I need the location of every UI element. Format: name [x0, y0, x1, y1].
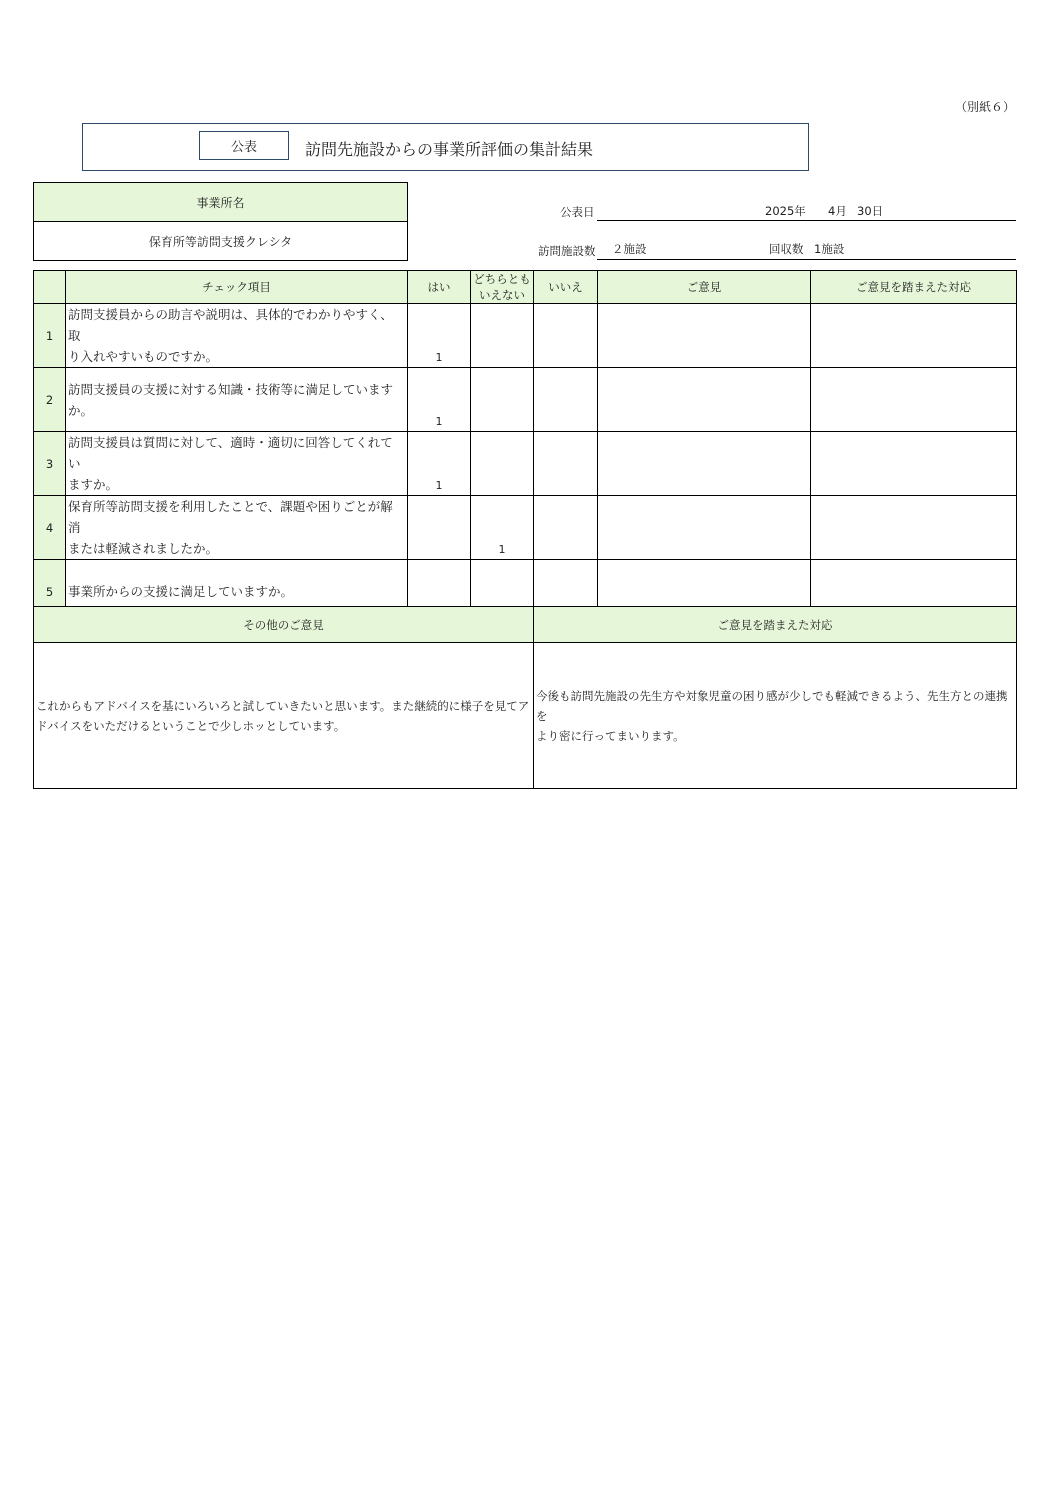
visited-facilities-label: 訪問施設数 [538, 244, 596, 258]
table-row [34, 368, 1017, 432]
office-name-header: 事業所名 [33, 182, 408, 222]
check-item-line1: 訪問支援員は質問に対して、適時・適切に回答してくれてい [68, 435, 393, 471]
table-row [34, 496, 1017, 560]
response-cell [811, 496, 1017, 560]
check-item-text [66, 368, 408, 432]
check-item-line2: か。 [68, 402, 94, 418]
check-item-line1: 訪問支援員の支援に対する知識・技術等に満足しています [68, 381, 394, 397]
publication-date-label: 公表日 [560, 205, 595, 219]
check-item-line1: 訪問支援員からの助言や説明は、具体的でわかりやすく、取 [68, 307, 393, 343]
other-opinions-line2: ドバイスをいただけるということで少しホッとしています。 [36, 718, 346, 733]
other-response-header: ご意見を踏まえた対応 [534, 607, 1017, 643]
collected-count: 1施設 [814, 242, 845, 256]
row-number: 5 [34, 560, 66, 624]
header-response: ご意見を踏まえた対応 [811, 271, 1017, 304]
yes-count [408, 496, 471, 560]
publication-month: 4月 [828, 204, 847, 218]
visited-facilities-count: ２施設 [612, 242, 647, 256]
check-item-text [66, 496, 408, 560]
no-count [534, 368, 598, 432]
publication-date-underline [597, 220, 1016, 221]
header-neither-line1: どちらとも [473, 272, 531, 286]
header-yes: はい [408, 271, 471, 304]
header-neither-line2: いえない [479, 288, 525, 302]
row-number: 1 [34, 304, 66, 368]
table-row [34, 304, 1017, 368]
annex-label: （別紙６） [955, 100, 1016, 114]
opinion-cell [598, 304, 811, 368]
no-count [534, 304, 598, 368]
header-check-item: チェック項目 [66, 271, 408, 304]
other-opinions-header: その他のご意見 [34, 607, 534, 643]
collected-label: 回収数 [769, 242, 804, 256]
neither-count [471, 368, 534, 432]
check-item-line1: 事業所からの支援に満足していますか。 [68, 584, 294, 599]
row-number: 2 [34, 368, 66, 432]
visits-underline [597, 259, 1016, 260]
other-response-text [534, 643, 1017, 789]
neither-count: 1 [471, 496, 534, 560]
opinion-cell [598, 432, 811, 496]
check-item-line2: または軽減されましたか。 [68, 541, 219, 556]
opinion-cell [598, 368, 811, 432]
yes-count: 1 [408, 432, 471, 496]
response-cell [811, 368, 1017, 432]
response-cell [811, 432, 1017, 496]
header-no: いいえ [534, 271, 598, 304]
check-item-line1: 保育所等訪問支援を利用したことで、課題や困りごとが解消 [68, 499, 393, 535]
check-item-text [66, 304, 408, 368]
other-opinions-text [34, 643, 534, 789]
header-neither [471, 271, 534, 304]
neither-count [471, 432, 534, 496]
publication-day: 30日 [857, 204, 884, 218]
other-opinions-line1: これからもアドバイスを基にいろいろと試していきたいと思います。また継続的に様子を見てア [36, 698, 530, 713]
check-item-line2: ますか。 [68, 477, 119, 492]
no-count [534, 496, 598, 560]
table-row [34, 432, 1017, 496]
row-number: 3 [34, 432, 66, 496]
no-count [534, 432, 598, 496]
response-cell [811, 304, 1017, 368]
check-item-line2: り入れやすいものですか。 [68, 349, 219, 364]
header-opinion: ご意見 [598, 271, 811, 304]
publication-badge: 公表 [199, 131, 289, 160]
other-response-line1: 今後も訪問先施設の先生方や対象児童の困り感が少しでも軽減できるよう、先生方との連携を [536, 688, 1008, 723]
header-number [34, 271, 66, 304]
evaluation-table [33, 270, 1017, 624]
other-response-line2: より密に行ってまいります。 [536, 728, 685, 743]
yes-count: 1 [408, 368, 471, 432]
office-name-value: 保育所等訪問支援クレシタ [33, 221, 408, 261]
row-number: 4 [34, 496, 66, 560]
check-item-text [66, 432, 408, 496]
yes-count: 1 [408, 304, 471, 368]
neither-count [471, 304, 534, 368]
opinion-cell [598, 496, 811, 560]
other-opinions-table [33, 606, 1017, 789]
publication-year: 2025年 [765, 204, 806, 218]
page-title: 訪問先施設からの事業所評価の集計結果 [305, 140, 594, 159]
